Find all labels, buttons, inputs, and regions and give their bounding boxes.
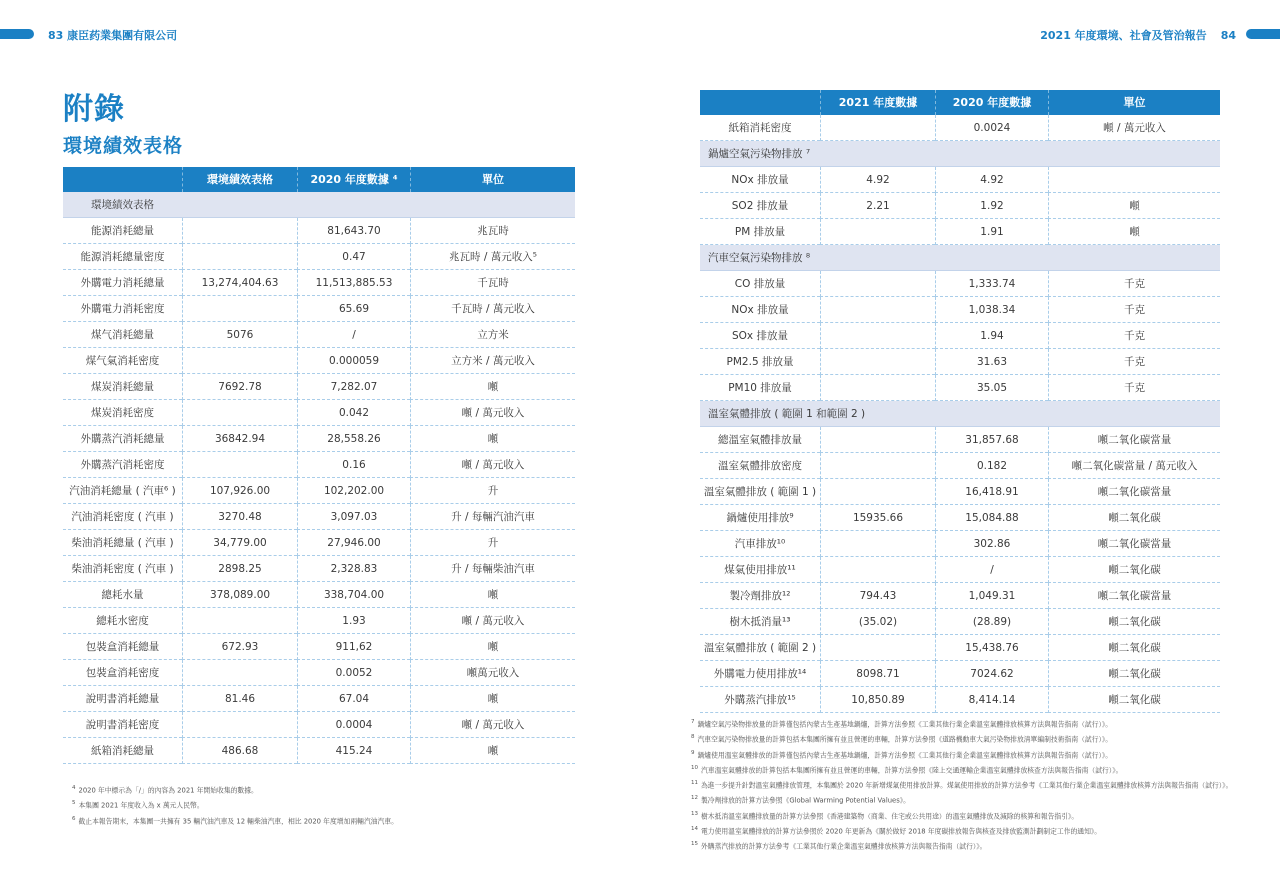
- footnote-marker: 5: [72, 800, 76, 807]
- value-2021: [820, 219, 935, 245]
- footnote-text: 為進一步提升針對溫室氣體排放管理，本集團於 2020 年新增煤氣使用排放計算。煤氣使用排放的計算方法參考《工業其他行業企業溫室氣體排放核算方法與報告指南（試行）》。: [701, 781, 1233, 790]
- value-2020: 911,62: [297, 634, 410, 660]
- section-row-label: 環境績效表格: [63, 192, 575, 218]
- footnote-marker: 8: [691, 734, 695, 741]
- value-2020: 0.0052: [297, 660, 410, 686]
- row-label: 溫室氣體排放 ( 範圍 2 ): [700, 635, 820, 661]
- unit-cell: 噸萬元收入: [410, 660, 575, 686]
- footnote: [691, 762, 1251, 777]
- column-header: [63, 167, 182, 192]
- unit-cell: 噸二氧化碳當量: [1048, 479, 1220, 505]
- row-label: 柴油消耗總量 ( 汽車 ): [63, 530, 182, 556]
- unit-cell: 噸 / 萬元收入: [410, 712, 575, 738]
- header-pill-left: [0, 29, 34, 39]
- value-2020: 65.69: [297, 296, 410, 322]
- unit-cell: 升 / 每輛汽油汽車: [410, 504, 575, 530]
- unit-cell: 千克: [1048, 375, 1220, 401]
- unit-cell: 千克: [1048, 271, 1220, 297]
- value-2020: 0.0004: [297, 712, 410, 738]
- value-2020: 2,328.83: [297, 556, 410, 582]
- value-2021: [820, 323, 935, 349]
- unit-cell: 兆瓦時 / 萬元收入⁵: [410, 244, 575, 270]
- footnote: [691, 716, 1251, 731]
- value-2020: 338,704.00: [297, 582, 410, 608]
- header-right-title: 2021 年度環境、社會及管治報告: [1040, 29, 1207, 42]
- unit-cell: 立方米 / 萬元收入: [410, 348, 575, 374]
- value-2021: 5076: [182, 322, 297, 348]
- row-label: 溫室氣體排放密度: [700, 453, 820, 479]
- footnote-text: 製冷劑排放的計算方法參照《Global Warming Potential Values》。: [701, 796, 910, 805]
- unit-cell: 噸二氧化碳: [1048, 557, 1220, 583]
- value-2020: 1,333.74: [935, 271, 1048, 297]
- value-2020: 35.05: [935, 375, 1048, 401]
- row-label: 外購蒸汽消耗總量: [63, 426, 182, 452]
- value-2021: 34,779.00: [182, 530, 297, 556]
- unit-cell: 噸: [1048, 193, 1220, 219]
- value-2021: 8098.71: [820, 661, 935, 687]
- footnote: [691, 838, 1251, 853]
- value-2020: 1.93: [297, 608, 410, 634]
- value-2021: 2898.25: [182, 556, 297, 582]
- value-2021: 378,089.00: [182, 582, 297, 608]
- footnote: [72, 813, 632, 828]
- row-label: 外購電力使用排放¹⁴: [700, 661, 820, 687]
- row-label: 煤氣使用排放¹¹: [700, 557, 820, 583]
- row-label: PM2.5 排放量: [700, 349, 820, 375]
- value-2020: 31.63: [935, 349, 1048, 375]
- footnote-marker: 9: [691, 749, 695, 756]
- row-label: 製冷劑排放¹²: [700, 583, 820, 609]
- value-2021: 4.92: [820, 167, 935, 193]
- value-2020: 67.04: [297, 686, 410, 712]
- column-header: 單位: [1048, 90, 1220, 115]
- value-2020: 1,038.34: [935, 297, 1048, 323]
- value-2020: 302.86: [935, 531, 1048, 557]
- value-2021: 7692.78: [182, 374, 297, 400]
- footnote-marker: 15: [691, 841, 698, 848]
- unit-cell: 噸二氧化碳當量: [1048, 583, 1220, 609]
- footnote-text: 汽車溫室氣體排放的計算包括本集團所擁有並且營運的車輛，計算方法參照《陸上交通運輸企業溫室氣體排放核查方法與報告指南（試行）》。: [701, 766, 1123, 775]
- footnote-marker: 6: [72, 815, 76, 822]
- row-label: 外購電力消耗總量: [63, 270, 182, 296]
- value-2021: 107,926.00: [182, 478, 297, 504]
- unit-cell: 噸二氧化碳: [1048, 505, 1220, 531]
- value-2020: 15,084.88: [935, 505, 1048, 531]
- row-label: 能源消耗總量密度: [63, 244, 182, 270]
- value-2020: 28,558.26: [297, 426, 410, 452]
- row-label: 煤炭消耗密度: [63, 400, 182, 426]
- value-2021: [182, 712, 297, 738]
- row-label: 包裝盒消耗總量: [63, 634, 182, 660]
- unit-cell: 噸二氧化碳當量: [1048, 531, 1220, 557]
- value-2020: 102,202.00: [297, 478, 410, 504]
- value-2021: [820, 453, 935, 479]
- value-2021: [820, 349, 935, 375]
- row-label: 說明書消耗總量: [63, 686, 182, 712]
- row-label: CO 排放量: [700, 271, 820, 297]
- value-2021: [182, 452, 297, 478]
- row-label: NOx 排放量: [700, 297, 820, 323]
- unit-cell: 噸: [410, 426, 575, 452]
- header-right: [1040, 27, 1236, 43]
- value-2021: (35.02): [820, 609, 935, 635]
- footnote-text: 外購蒸汽排放的計算方法參考《工業其他行業企業溫室氣體排放核算方法與報告指南（試行）》。: [701, 842, 987, 851]
- unit-cell: 噸: [410, 738, 575, 764]
- value-2021: 2.21: [820, 193, 935, 219]
- value-2020: 0.47: [297, 244, 410, 270]
- row-label: 煤炭消耗總量: [63, 374, 182, 400]
- unit-cell: 噸: [410, 582, 575, 608]
- value-2021: 794.43: [820, 583, 935, 609]
- unit-cell: 兆瓦時: [410, 218, 575, 244]
- row-label: 能源消耗總量: [63, 218, 182, 244]
- unit-cell: 升: [410, 530, 575, 556]
- unit-cell: 噸 / 萬元收入: [1048, 115, 1220, 141]
- value-2021: [820, 427, 935, 453]
- footnote-text: 截止本報告期末，本集團一共擁有 35 輛汽油汽車及 12 輛柴油汽車，相比 2020 年度增加兩輛汽油汽車。: [78, 816, 398, 825]
- footnote-marker: 11: [691, 780, 698, 787]
- unit-cell: 千克: [1048, 323, 1220, 349]
- row-label: 煤气消耗總量: [63, 322, 182, 348]
- value-2021: [820, 115, 935, 141]
- unit-cell: [1048, 167, 1220, 193]
- row-label: 總溫室氣體排放量: [700, 427, 820, 453]
- row-label: 外購蒸汽消耗密度: [63, 452, 182, 478]
- footnote-text: 鍋爐使用溫室氣體排放的計算僅包括內蒙古生產基地鍋爐，計算方法參照《工業其他行業企業溫室氣體排放核算方法與報告指南（試行）》。: [697, 750, 1113, 759]
- value-2021: 3270.48: [182, 504, 297, 530]
- footnote-text: 本集團 2021 年度收入為 x 萬元人民幣。: [78, 801, 204, 810]
- value-2020: 4.92: [935, 167, 1048, 193]
- row-label: 外購電力消耗密度: [63, 296, 182, 322]
- footnote: [691, 808, 1251, 823]
- row-label: 總耗水量: [63, 582, 182, 608]
- footnote-text: 2020 年中標示為「/」的內容為 2021 年開始收集的數據。: [78, 786, 258, 795]
- unit-cell: 噸 / 萬元收入: [410, 608, 575, 634]
- row-label: NOx 排放量: [700, 167, 820, 193]
- value-2021: [820, 531, 935, 557]
- row-label: 總耗水密度: [63, 608, 182, 634]
- unit-cell: 千瓦時 / 萬元收入: [410, 296, 575, 322]
- footnote: [72, 782, 632, 797]
- row-label: 樹木抵消量¹³: [700, 609, 820, 635]
- value-2020: 1,049.31: [935, 583, 1048, 609]
- value-2020: 0.042: [297, 400, 410, 426]
- unit-cell: 噸: [410, 374, 575, 400]
- unit-cell: 千克: [1048, 297, 1220, 323]
- value-2020: 1.92: [935, 193, 1048, 219]
- row-label: 外購蒸汽排放¹⁵: [700, 687, 820, 713]
- value-2020: 7024.62: [935, 661, 1048, 687]
- section-title: 環境績效表格: [63, 135, 184, 157]
- row-label: 紙箱消耗密度: [700, 115, 820, 141]
- unit-cell: 千瓦時: [410, 270, 575, 296]
- footnote-marker: 14: [691, 825, 698, 832]
- column-header: [700, 90, 820, 115]
- value-2020: 11,513,885.53: [297, 270, 410, 296]
- header-right-page-number: 84: [1220, 29, 1236, 42]
- value-2021: 486.68: [182, 738, 297, 764]
- value-2020: 15,438.76: [935, 635, 1048, 661]
- column-header: 單位: [410, 167, 575, 192]
- row-label: SO2 排放量: [700, 193, 820, 219]
- footnote: [691, 747, 1251, 762]
- value-2020: 0.182: [935, 453, 1048, 479]
- unit-cell: 噸: [410, 634, 575, 660]
- value-2021: [182, 400, 297, 426]
- column-header: 2021 年度數據: [820, 90, 935, 115]
- column-header: 環境績效表格: [182, 167, 297, 192]
- footnote: [691, 777, 1251, 792]
- value-2020: 415.24: [297, 738, 410, 764]
- footnote-text: 汽車空氣污染物排放量的計算包括本集團所擁有並且營運的車輛，計算方法參照《道路機動車大氣污染物排放清單編制技術指南（試行）》。: [697, 735, 1113, 744]
- footnote-marker: 10: [691, 764, 698, 771]
- header-pill-right: [1246, 29, 1280, 39]
- value-2021: 36842.94: [182, 426, 297, 452]
- row-label: PM 排放量: [700, 219, 820, 245]
- value-2020: 0.0024: [935, 115, 1048, 141]
- unit-cell: 噸: [410, 686, 575, 712]
- env-performance-table-right: [700, 90, 1220, 713]
- row-label: 柴油消耗密度 ( 汽車 ): [63, 556, 182, 582]
- value-2021: 672.93: [182, 634, 297, 660]
- row-label: 說明書消耗密度: [63, 712, 182, 738]
- value-2020: 1.94: [935, 323, 1048, 349]
- row-label: 溫室氣體排放 ( 範圍 1 ): [700, 479, 820, 505]
- unit-cell: 千克: [1048, 349, 1220, 375]
- footnote: [691, 792, 1251, 807]
- row-label: SOx 排放量: [700, 323, 820, 349]
- value-2021: 10,850.89: [820, 687, 935, 713]
- footnote-marker: 7: [691, 719, 695, 725]
- value-2020: 1.91: [935, 219, 1048, 245]
- value-2021: 15935.66: [820, 505, 935, 531]
- value-2020: 8,414.14: [935, 687, 1048, 713]
- unit-cell: 噸二氧化碳當量: [1048, 427, 1220, 453]
- appendix-title: 附錄: [63, 92, 125, 127]
- section-row-label: 汽車空氣污染物排放 ⁸: [700, 245, 1220, 271]
- footnotes-right: [691, 716, 1251, 853]
- footnotes-left: [72, 782, 632, 828]
- unit-cell: 噸二氧化碳: [1048, 609, 1220, 635]
- column-header: 2020 年度數據: [935, 90, 1048, 115]
- value-2020: 7,282.07: [297, 374, 410, 400]
- row-label: PM10 排放量: [700, 375, 820, 401]
- section-row-label: 溫室氣體排放 ( 範圍 1 和範圍 2 ): [700, 401, 1220, 427]
- row-label: 汽油消耗總量 ( 汽車⁶ ): [63, 478, 182, 504]
- unit-cell: 噸二氧化碳: [1048, 635, 1220, 661]
- unit-cell: 噸 / 萬元收入: [410, 452, 575, 478]
- value-2020: 0.000059: [297, 348, 410, 374]
- footnote-marker: 4: [72, 785, 76, 791]
- value-2021: [820, 479, 935, 505]
- unit-cell: 升: [410, 478, 575, 504]
- value-2021: [820, 271, 935, 297]
- unit-cell: 噸 / 萬元收入: [410, 400, 575, 426]
- footnote: [72, 797, 632, 812]
- row-label: 包裝盒消耗密度: [63, 660, 182, 686]
- value-2021: [820, 557, 935, 583]
- unit-cell: 升 / 每輛柴油汽車: [410, 556, 575, 582]
- value-2021: 13,274,404.63: [182, 270, 297, 296]
- row-label: 汽油消耗密度 ( 汽車 ): [63, 504, 182, 530]
- footnote-text: 電力使用溫室氣體排放的計算方法參照於 2020 年更新為《關於做好 2018 年度碳排放報告與核查及排放監測計劃制定工作的通知》。: [701, 827, 1102, 836]
- unit-cell: 噸二氧化碳: [1048, 687, 1220, 713]
- unit-cell: 立方米: [410, 322, 575, 348]
- value-2021: [820, 635, 935, 661]
- value-2021: [182, 608, 297, 634]
- value-2020: 3,097.03: [297, 504, 410, 530]
- value-2020: (28.89): [935, 609, 1048, 635]
- row-label: 紙箱消耗總量: [63, 738, 182, 764]
- value-2021: [820, 375, 935, 401]
- footnote-marker: 12: [691, 795, 698, 802]
- row-label: 煤气氣消耗密度: [63, 348, 182, 374]
- value-2021: [182, 218, 297, 244]
- value-2020: 0.16: [297, 452, 410, 478]
- footnote: [691, 731, 1251, 746]
- value-2021: [182, 348, 297, 374]
- section-row-label: 鍋爐空氣污染物排放 ⁷: [700, 141, 1220, 167]
- row-label: 汽車排放¹⁰: [700, 531, 820, 557]
- value-2020: 16,418.91: [935, 479, 1048, 505]
- footnote-text: 樹木抵消溫室氣體排放量的計算方法參照《香港建築物（商業、住宅或公共用途）的溫室氣體排放及減除的核算和報告指引》。: [701, 811, 1079, 820]
- footnote-text: 鍋爐空氣污染物排放量的計算僅包括內蒙古生產基地鍋爐，計算方法參照《工業其他行業企業溫室氣體排放核算方法與報告指南（試行）》。: [697, 720, 1113, 729]
- footnote-marker: 13: [691, 810, 698, 817]
- row-label: 鍋爐使用排放⁹: [700, 505, 820, 531]
- value-2021: [182, 660, 297, 686]
- value-2020: 27,946.00: [297, 530, 410, 556]
- unit-cell: 噸: [1048, 219, 1220, 245]
- value-2021: [182, 296, 297, 322]
- unit-cell: 噸二氧化碳: [1048, 661, 1220, 687]
- value-2021: [182, 244, 297, 270]
- value-2020: 81,643.70: [297, 218, 410, 244]
- value-2020: /: [297, 322, 410, 348]
- column-header: 2020 年度數據 ⁴: [297, 167, 410, 192]
- value-2021: 81.46: [182, 686, 297, 712]
- header-left-text: 83 康臣药業集團有限公司: [48, 29, 178, 42]
- value-2020: 31,857.68: [935, 427, 1048, 453]
- value-2021: [820, 297, 935, 323]
- value-2020: /: [935, 557, 1048, 583]
- footnote: [691, 823, 1251, 838]
- unit-cell: 噸二氧化碳當量 / 萬元收入: [1048, 453, 1220, 479]
- env-performance-table-left: [63, 167, 575, 764]
